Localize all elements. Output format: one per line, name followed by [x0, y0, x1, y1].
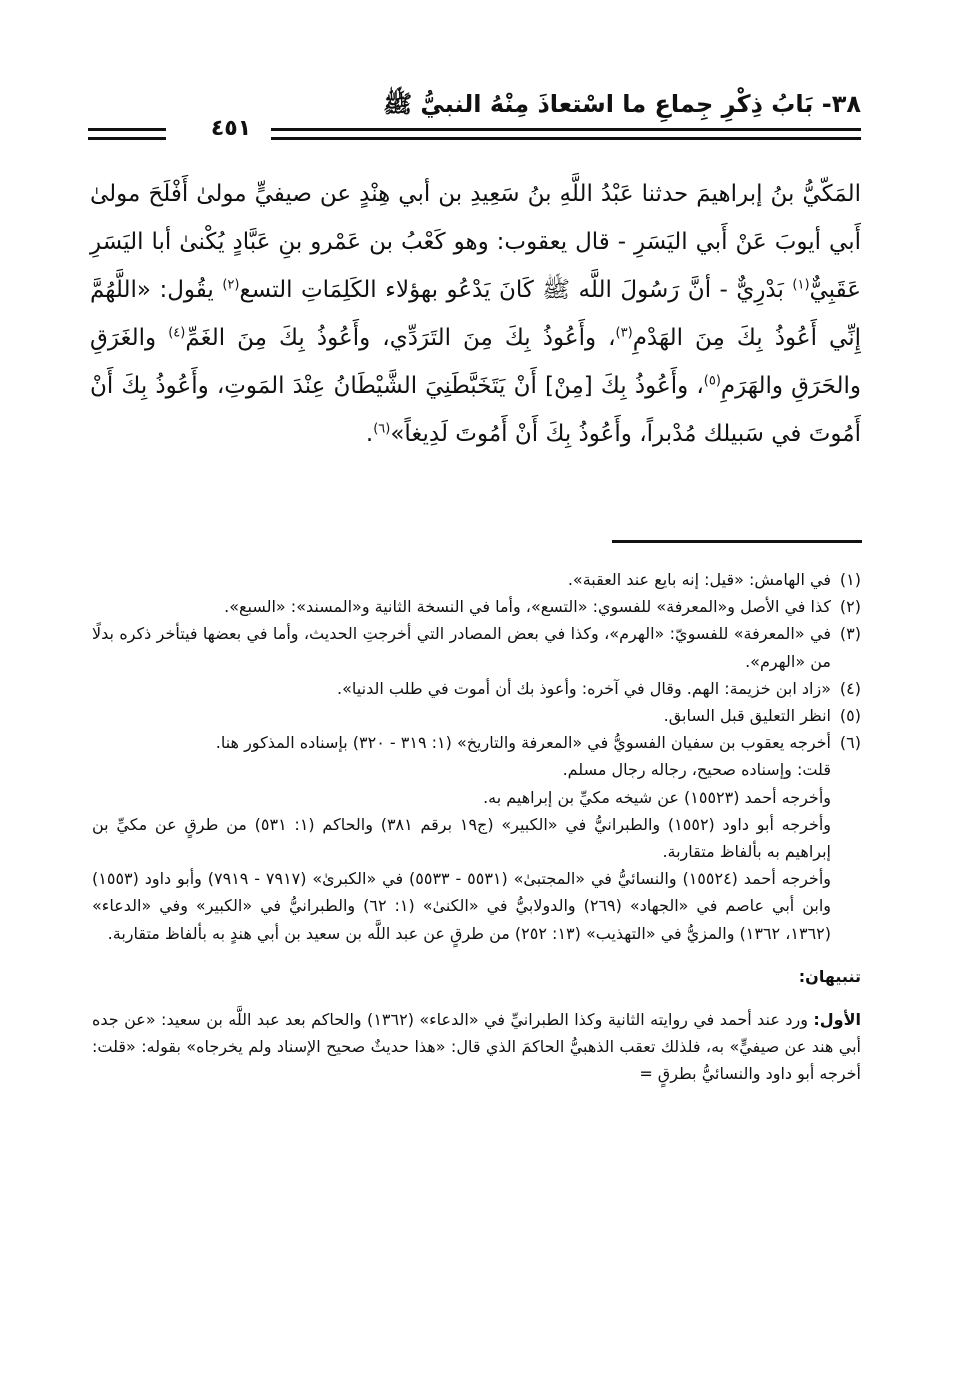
footnotes: [92, 566, 861, 1104]
footnote-1: (١) في الهامش: «قيل: إنه بايع عند العقبة».: [567, 570, 861, 589]
footnote-6-para-3: وأخرجه أبو داود (١٥٥٢) والطبرانيُّ في «الكبير» (ج١٩ برقم ٣٨١) والحاكم (١: ٥٣١) من طرقٍ عن مكيِّ بن إبراهيم به بألفاظ متقاربة.: [92, 814, 832, 862]
header-rule-left: [88, 128, 166, 140]
footnote-6-para-1: قلت: وإسناده صحيح، رجاله رجال مسلم.: [562, 760, 831, 780]
footnote-ref-6: (٦): [373, 421, 391, 437]
footnote-3: (٣) في «المعرفة» للفسويّ: «الهرم»، وكذا في بعض المصادر التي أخرجتِ الحديث، وأما في بعضها فيتأخر ذكره بدلًا من «الهرم».: [92, 624, 861, 671]
footnote-ref-1: (١): [792, 277, 810, 293]
footnote-6-para-2: وأخرجه أحمد (١٥٥٢٣) عن شيخه مكيِّ بن إبراهيم به.: [483, 787, 831, 807]
footnote-6: (٦) أخرجه يعقوب بن سفيان الفسويُّ في «المعرفة والتاريخ» (١: ٣١٩ - ٣٢٠) بإسناده المذكور هنا.: [215, 733, 861, 753]
footnote-4: (٤) «زاد ابن خزيمة: الهم. وقال في آخره: وأعوذ بك أن أموت في طلب الدنيا».: [337, 678, 861, 698]
main-text: [90, 170, 861, 458]
header-rule-right: [271, 128, 861, 140]
page-number: ٤٥١: [210, 116, 252, 141]
footnote-2: (٢) كذا في الأصل و«المعرفة» للفسوي: «التسع»، وأما في النسخة الثانية و«المسند»: «السبع».: [224, 597, 861, 617]
notes-heading: تنبيهان:: [798, 966, 861, 986]
running-header: [88, 88, 861, 148]
note-first-text: ورد عند أحمد في روايته الثانية وكذا الطبرانيِّ في «الدعاء» (١٣٦٢) والحاكم بعد عبد اللَّه بن سعيد: «عن جده أبي هند عن صيفيٍّ» به، فلذلك تعقب الذهبيُّ الحاكمَ الذي قال: «هذا حديثٌ صحيح الإسناد ولم يخرجاه» بقوله: «قلت: أخرجه أبو داود والنسائيُّ بطرقٍ =: [92, 1010, 861, 1084]
footnote-ref-4: (٤): [168, 325, 186, 341]
hadith-paragraph: المَكّيُّ بنُ إبراهيمَ حدثنا عَبْدُ اللَّهِ بنُ سَعِيدِ بن أبي هِنْدٍ عن صيفيٍّ مولىٰ أَفْلَحَ مولىٰ أَبي أيوبَ عَنْ أَبي اليَسَرِ - قال يعقوب: وهو كَعْبُ بن عَمْرو بنِ عَبَّادٍ يُكْنىٰ أبا اليَسَرِ عَقَبِيٌّ$^{(١)}$ بَدْرِيٌّ - أنَّ رَسُولَ اللَّه ﷺ كَانَ يَدْعُو بهؤلاء الكَلِمَاتِ التسع$^{(٢)}$ يقُول: «اللَّهُمَّ إِنِّي أَعُوذُ بِكَ مِنَ الهَدْمِ$^{(٣)}$، وأَعُوذُ بِكَ مِنَ التَرَدِّي، وأَعُوذُ بِكَ مِنَ الغَمِّ$^{(٤)}$ والغَرَقِ والحَرَقِ والهَرَمِ$^{(٥)}$، وأَعُوذُ بِكَ [مِنْ] أَنْ يَتَخَبَّطَنِيَ الشَّيْطَانُ عِنْدَ المَوتِ، وأَعُوذُ بِكَ أَنْ أَمُوتَ في سَبيلك مُدْبراً، وأَعُوذُ بِكَ أَنْ أَمُوتَ لَدِيغاً»$^{(٦)}$.: [90, 181, 861, 447]
footnote-ref-5: (٥): [703, 373, 721, 389]
footnote-separator: [612, 540, 862, 543]
note-first: [92, 1006, 861, 1088]
footnote-ref-2: (٢): [222, 277, 240, 293]
chapter-title: ٣٨- بَابُ ذِكْرِ جِماعِ ما اسْتعاذَ مِنْهُ النبيُّ ﷺ: [383, 90, 861, 118]
footnote-ref-3: (٣): [615, 325, 633, 341]
footnote-5: (٥) انظر التعليق قبل السابق.: [663, 706, 861, 726]
footnote-6-para-4: وأخرجه أحمد (١٥٥٢٤) والنسائيُّ في «المجتبىٰ» (٥٥٣١ - ٥٥٣٣) في «الكبرىٰ» (٧٩١٧ - ٧٩١٩) وأبو داود (١٥٥٣) وابن أبي عاصم في «الجهاد» (٢٦٩) والدولابيُّ في «الكنىٰ» (١: ٦٢) والطبرانيُّ في «الكبير» وفي «الدعاء» (١٣٦٢، ١٣٦٢) والمزيُّ في «التهذيب» (١٣: ٢٥٢) من طرقٍ عن عبد اللَّه بن سعيد بن أبي هندٍ به بألفاظ متقاربة.: [92, 869, 832, 943]
note-first-label: الأول:: [813, 1010, 862, 1030]
